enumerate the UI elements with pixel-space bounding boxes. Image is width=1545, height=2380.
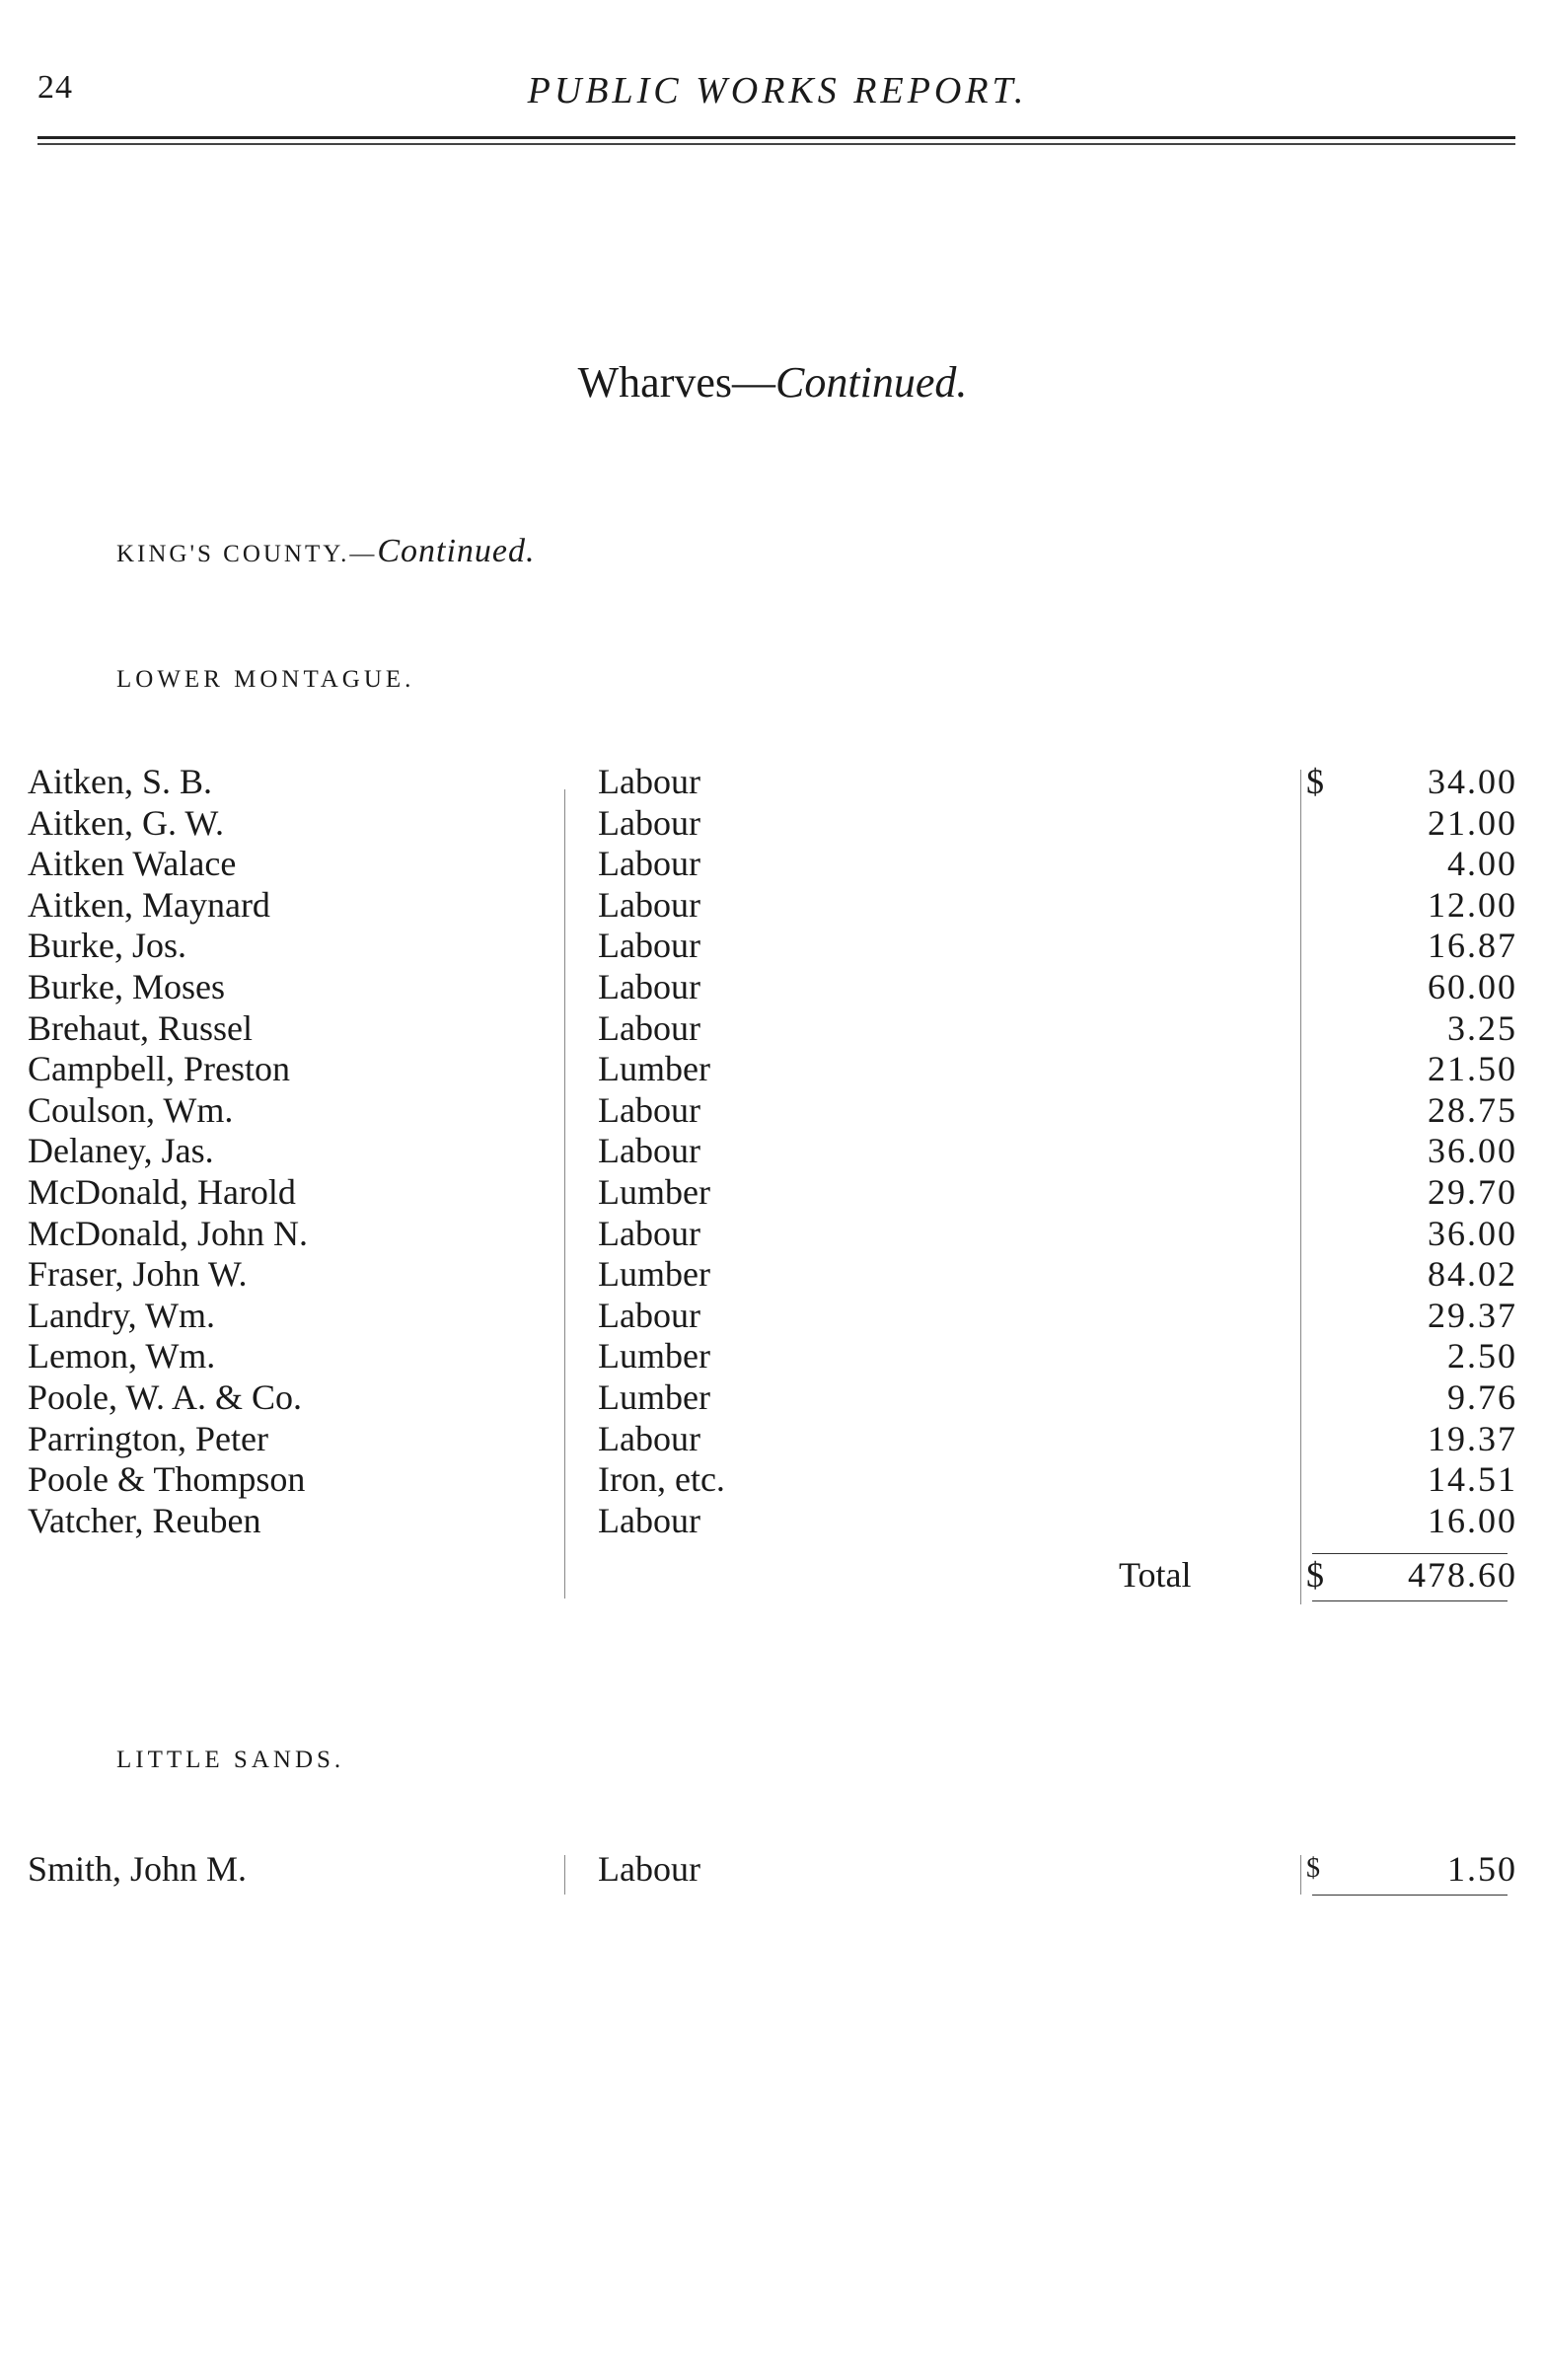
payee-item: Labour xyxy=(598,1007,700,1048)
county-dash: — xyxy=(349,541,378,567)
payee-amount: 4.00 xyxy=(1447,844,1517,884)
payee-name: Aitken, Maynard xyxy=(28,884,270,925)
payee-amount: 29.70 xyxy=(1428,1171,1517,1212)
payee-name: Parrington, Peter xyxy=(28,1418,268,1458)
payee-amount: 19.37 xyxy=(1428,1418,1517,1458)
running-title: PUBLIC WORKS REPORT. xyxy=(527,70,1028,112)
payee-name: Campbell, Preston xyxy=(28,1049,290,1089)
ledger-row xyxy=(28,885,1527,927)
payee-name: Landry, Wm. xyxy=(28,1295,215,1335)
payee-amount: 29.37 xyxy=(1428,1295,1517,1335)
payee-amount: 12.00 xyxy=(1428,884,1517,925)
payee-item: Labour xyxy=(598,1213,700,1253)
payee-amount: 16.87 xyxy=(1428,926,1517,966)
payee-name: Poole, W. A. & Co. xyxy=(28,1376,303,1417)
title-dash: — xyxy=(732,358,776,407)
payee-item: Iron, etc. xyxy=(598,1459,725,1500)
total-amount: 478.60 xyxy=(1408,1555,1517,1595)
total-label: Total xyxy=(1119,1555,1192,1595)
ledger-row xyxy=(28,1459,1527,1501)
page-header xyxy=(37,69,1517,112)
payee-amount: 21.00 xyxy=(1428,802,1517,843)
payee-amount: 16.00 xyxy=(1428,1500,1517,1540)
ledger-row xyxy=(28,1845,1527,1893)
payee-name: Coulson, Wm. xyxy=(28,1089,234,1130)
payee-amount: 34.00 xyxy=(1428,762,1517,801)
payee-amount: 3.25 xyxy=(1447,1007,1517,1048)
ledger-row xyxy=(28,1049,1527,1090)
payee-name: Smith, John M. xyxy=(28,1849,248,1889)
payee-item: Labour xyxy=(598,1295,700,1335)
payee-amount: 36.00 xyxy=(1428,1131,1517,1171)
ledger-row xyxy=(28,926,1527,967)
payee-name: Fraser, John W. xyxy=(28,1254,248,1295)
dollar-sign: $ xyxy=(1306,1853,1320,1884)
total-rule xyxy=(1312,1895,1508,1896)
header-rule xyxy=(37,136,1515,148)
payee-name: McDonald, Harold xyxy=(28,1171,296,1212)
payee-item: Labour xyxy=(598,884,700,925)
ledger-row xyxy=(28,1377,1527,1419)
payee-item: Labour xyxy=(598,802,700,843)
payee-item: Labour xyxy=(598,1500,700,1540)
county-heading xyxy=(116,533,536,570)
payee-item: Lumber xyxy=(598,1049,710,1089)
payee-item: Lumber xyxy=(598,1254,710,1295)
payee-item: Lumber xyxy=(598,1376,710,1417)
payee-item: Labour xyxy=(598,1131,700,1171)
ledger-row xyxy=(28,762,1527,803)
payee-amount: 2.50 xyxy=(1447,1336,1517,1376)
payee-name: Aitken Walace xyxy=(28,844,237,884)
page-title xyxy=(0,357,1545,408)
payee-amount: 84.02 xyxy=(1428,1254,1517,1295)
payee-amount: 1.50 xyxy=(1447,1849,1517,1889)
payee-amount: 28.75 xyxy=(1428,1089,1517,1130)
payee-amount: 14.51 xyxy=(1428,1459,1517,1500)
ledger-row xyxy=(28,1214,1527,1255)
payee-name: Aitken, S. B. xyxy=(28,762,213,801)
payee-item: Labour xyxy=(598,966,700,1006)
ledger-row xyxy=(28,1501,1527,1542)
total-rule xyxy=(1312,1600,1508,1601)
ledger-rows xyxy=(28,762,1527,1541)
payee-item: Labour xyxy=(598,762,700,801)
ledger-row xyxy=(28,1419,1527,1460)
ledger-row xyxy=(28,844,1527,885)
ledger-row xyxy=(28,1131,1527,1172)
section-heading-little-sands: LITTLE SANDS. xyxy=(116,1747,345,1773)
payee-amount: 21.50 xyxy=(1428,1049,1517,1089)
payee-name: Burke, Moses xyxy=(28,966,225,1006)
header-rule-line xyxy=(37,136,1515,139)
payee-name: Brehaut, Russel xyxy=(28,1007,253,1048)
total-dollar-sign: $ xyxy=(1306,1555,1324,1595)
payee-item: Labour xyxy=(598,1418,700,1458)
total-row xyxy=(28,1551,1527,1599)
payee-amount: 36.00 xyxy=(1428,1213,1517,1253)
payee-name: Poole & Thompson xyxy=(28,1459,306,1500)
title-main: Wharves xyxy=(577,358,733,407)
header-rule-line xyxy=(37,143,1515,145)
ledger-row xyxy=(28,1336,1527,1377)
payee-item: Lumber xyxy=(598,1171,710,1212)
payee-item: Labour xyxy=(598,1089,700,1130)
payee-name: Vatcher, Reuben xyxy=(28,1500,261,1540)
payee-name: Burke, Jos. xyxy=(28,926,186,966)
page-number: 24 xyxy=(37,69,73,106)
county-continued: Continued. xyxy=(377,533,536,569)
payee-name: Delaney, Jas. xyxy=(28,1131,214,1171)
ledger-row xyxy=(28,1090,1527,1132)
ledger-row xyxy=(28,967,1527,1008)
payee-name: McDonald, John N. xyxy=(28,1213,308,1253)
ledger-row xyxy=(28,803,1527,845)
dollar-sign: $ xyxy=(1306,762,1324,801)
payee-name: Lemon, Wm. xyxy=(28,1336,216,1376)
payee-item: Labour xyxy=(598,844,700,884)
county-name: KING'S COUNTY. xyxy=(116,541,350,567)
payee-item: Lumber xyxy=(598,1336,710,1376)
section-heading-lower-montague: LOWER MONTAGUE. xyxy=(116,666,415,693)
payee-item: Labour xyxy=(598,926,700,966)
payee-item: Labour xyxy=(598,1849,700,1889)
payee-amount: 9.76 xyxy=(1447,1376,1517,1417)
ledger-row xyxy=(28,1254,1527,1296)
payee-name: Aitken, G. W. xyxy=(28,802,225,843)
ledger-row xyxy=(28,1296,1527,1337)
title-continued: Continued. xyxy=(775,358,968,407)
payee-amount: 60.00 xyxy=(1428,966,1517,1006)
ledger-row xyxy=(28,1008,1527,1050)
ledger-row xyxy=(28,1172,1527,1214)
